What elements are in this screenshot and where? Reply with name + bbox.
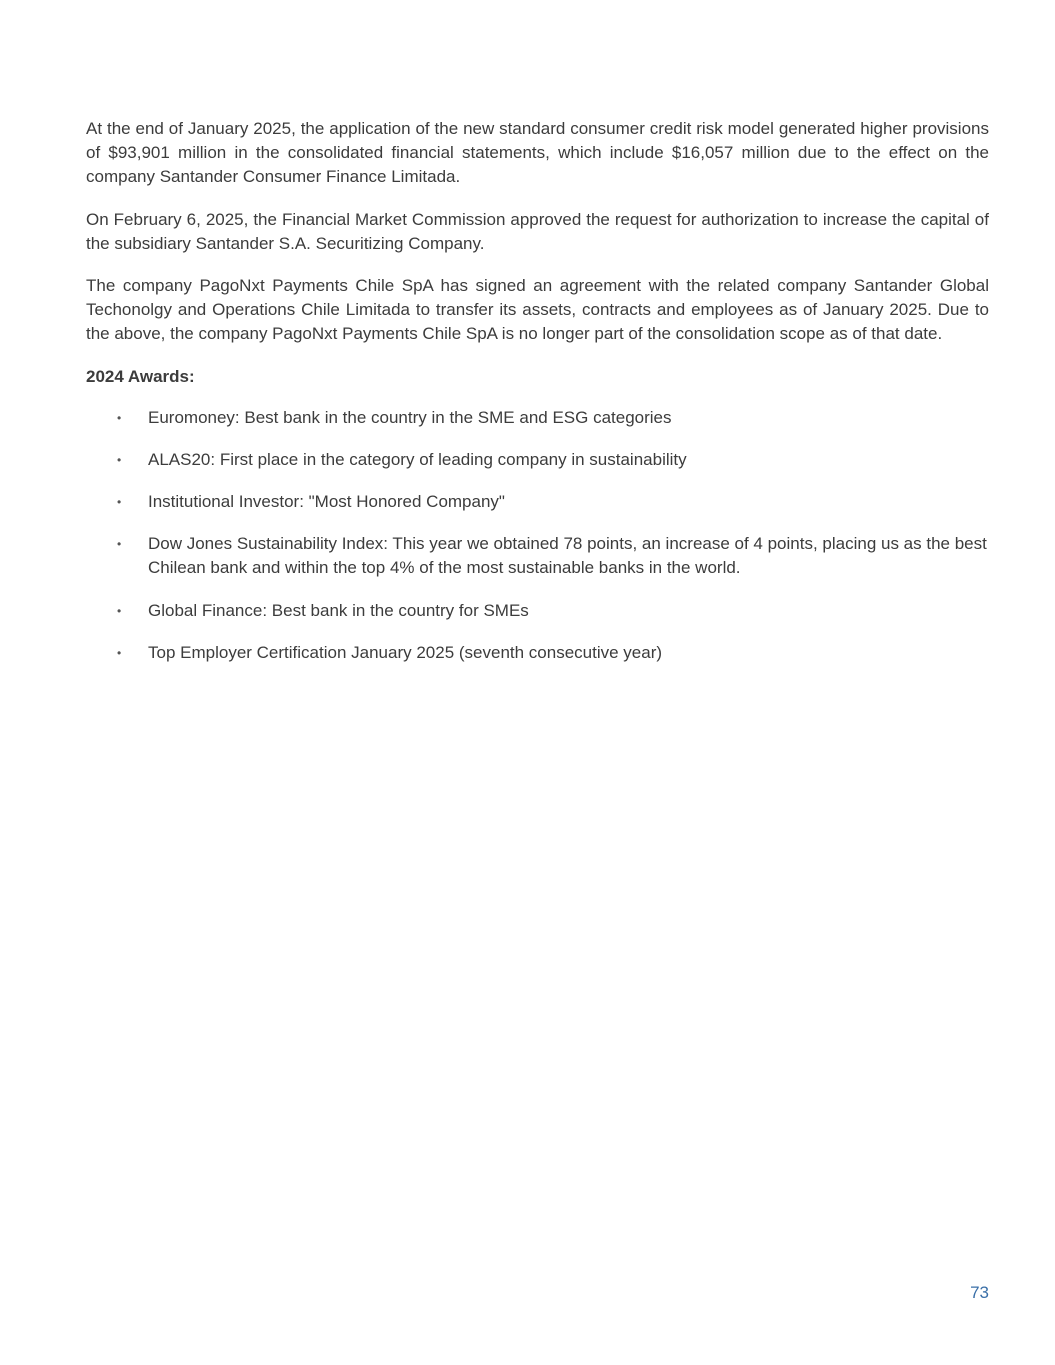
paragraph-pagonxt: The company PagoNxt Payments Chile SpA has signed an agreement with the related company Santander Global Techonolgy and Operations Chile Limitada to transfer its assets, contracts and employees as of January 2025. Due to the above, the company PagoNxt Payments Chile SpA is no longer part of the consolidation scope as of that date.: [86, 276, 989, 344]
bullet-icon: •: [117, 410, 122, 425]
awards-list: [86, 406, 989, 665]
award-text: Institutional Investor: "Most Honored Company": [148, 492, 505, 512]
paragraph-provisions: At the end of January 2025, the application of the new standard consumer credit risk model generated higher provisions of $93,901 million in the consolidated financial statements, which include $16,057 million due to the effect on the company Santander Consumer Finance Limitada.: [86, 119, 989, 187]
list-item: [86, 406, 989, 430]
page-number: 73: [970, 1283, 989, 1302]
awards-heading: 2024 Awards:: [86, 366, 195, 386]
award-text: Global Finance: Best bank in the country for SMEs: [148, 600, 529, 620]
bullet-icon: •: [117, 603, 122, 618]
paragraph-capital-increase: On February 6, 2025, the Financial Market Commission approved the request for authorization to increase the capital of the subsidiary Santander S.A. Securitizing Company.: [86, 209, 989, 253]
list-item: [86, 532, 989, 580]
bullet-icon: •: [117, 452, 122, 467]
bullet-icon: •: [117, 495, 122, 510]
list-item: [86, 448, 989, 472]
bullet-icon: •: [117, 645, 122, 660]
document-body: [86, 117, 989, 683]
bullet-icon: •: [117, 537, 122, 552]
award-text: Euromoney: Best bank in the country in the SME and ESG categories: [148, 407, 672, 427]
award-text: ALAS20: First place in the category of leading company in sustainability: [148, 449, 687, 469]
list-item: [86, 641, 989, 665]
award-text: Top Employer Certification January 2025 (seventh consecutive year): [148, 642, 663, 662]
award-text: Dow Jones Sustainability Index: This year we obtained 78 points, an increase of 4 points, placing us as the best Chilean bank and within the top 4% of the most sustainable banks in the world.: [148, 534, 987, 578]
list-item: [86, 490, 989, 514]
list-item: [86, 599, 989, 623]
